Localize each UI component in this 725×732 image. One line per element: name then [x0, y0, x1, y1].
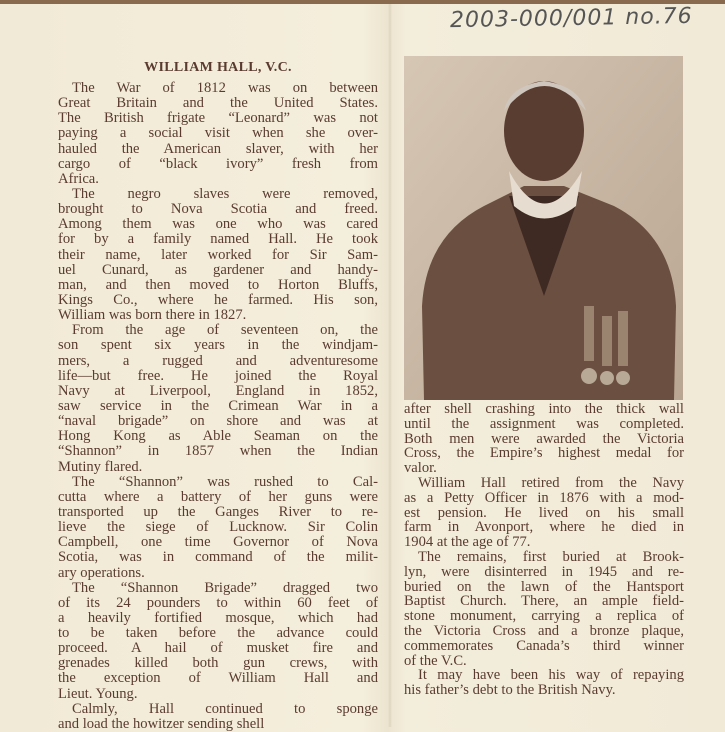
- text-line: 1904 at the age of 77.: [404, 534, 531, 551]
- text-line: transported up the Ganges River to re-: [58, 503, 378, 520]
- left-text-column: [58, 81, 378, 732]
- text-line: Calmly, Hall continued to sponge: [72, 700, 378, 717]
- text-line: cutta where a battery of her guns were: [58, 488, 378, 505]
- text-line: est pension. He lived on his small: [404, 504, 684, 521]
- text-line: grenades killed both gun crews, with: [58, 655, 378, 672]
- text-line: Baptist Church. There, an ample field-: [404, 593, 684, 610]
- text-line: Hong Kong as Able Seaman on the: [58, 428, 378, 445]
- text-line: life—but free. He joined the Royal: [58, 367, 378, 384]
- text-line: It may have been his way of repaying: [418, 667, 684, 684]
- portrait-photo: [404, 56, 683, 400]
- text-line: William was born there in 1827.: [58, 307, 247, 324]
- text-line: the Victoria Cross and a bronze plaque,: [404, 622, 684, 639]
- text-line: Lieut. Young.: [58, 685, 138, 702]
- text-line: The British frigate “Leonard” was not: [58, 110, 378, 127]
- text-line: Cross, the Empire’s highest medal for: [404, 445, 684, 462]
- text-line: the exception of William Hall and: [58, 670, 378, 687]
- text-line: valor.: [404, 460, 437, 477]
- text-line: after shell crashing into the thick wall: [404, 401, 684, 417]
- text-line: “Shannon” in 1857 when the Indian: [58, 443, 378, 460]
- text-line: The remains, first buried at Brook-: [418, 548, 684, 565]
- text-line: brought to Nova Scotia and freed.: [58, 201, 378, 218]
- page-fold: [388, 0, 392, 727]
- text-line: Campbell, one time Governor of Nova: [58, 534, 378, 551]
- text-line: The negro slaves were removed,: [72, 185, 378, 202]
- text-line: a heavily fortified mosque, which had: [58, 609, 378, 626]
- text-line: uel Cunard, as gardener and handy-: [58, 261, 378, 278]
- page-top-edge: [0, 0, 725, 4]
- text-line: son spent six years in the windjam-: [58, 337, 378, 354]
- text-line: to be taken before the advance could: [58, 625, 378, 642]
- text-line: as a Petty Officer in 1876 with a mod-: [404, 489, 684, 506]
- text-line: The “Shannon” was rushed to Cal-: [72, 473, 378, 490]
- text-line: lieve the siege of Lucknow. Sir Colin: [58, 519, 378, 536]
- text-line: stone monument, carrying a replica of: [404, 608, 684, 625]
- text-line: his father’s debt to the British Navy.: [404, 682, 616, 699]
- text-line: Africa.: [58, 170, 99, 187]
- text-line: Kings Co., where he farmed. His son,: [58, 291, 378, 308]
- text-line: From the age of seventeen on, the: [72, 322, 378, 339]
- text-line: paying a social visit when she over-: [58, 125, 378, 142]
- text-line: Great Britain and the United States.: [58, 95, 378, 112]
- text-line: commemorates Canada’s third winner: [404, 637, 684, 654]
- text-line: man, and then moved to Horton Bluffs,: [58, 276, 378, 293]
- text-line: William Hall retired from the Navy: [418, 474, 684, 491]
- text-line: and load the howitzer sending shell: [58, 715, 265, 732]
- text-line: The “Shannon Brigade” dragged two: [72, 579, 378, 596]
- catalog-note-handwritten: 2003-000/001 no.76: [449, 3, 693, 34]
- text-line: buried on the lawn of the Hantsport: [404, 578, 684, 595]
- article-title: WILLIAM HALL, V.C.: [144, 60, 292, 75]
- text-line: Mutiny flared.: [58, 458, 143, 475]
- text-line: for by a family named Hall. He took: [58, 231, 378, 248]
- text-line: hauled the American slaver, with her: [58, 140, 378, 157]
- text-line: proceed. A hail of musket fire and: [58, 640, 378, 657]
- text-line: Among them was one who was cared: [58, 216, 378, 233]
- text-line: their name, later worked for Sir Sam-: [58, 246, 378, 263]
- text-line: Navy at Liverpool, England in 1852,: [58, 382, 378, 399]
- right-text-column: [404, 402, 684, 698]
- text-line: mers, a rugged and adventuresome: [58, 352, 378, 369]
- text-line: until the assignment was completed.: [404, 415, 684, 432]
- text-line: Scotia, was in command of the milit-: [58, 549, 378, 566]
- text-line: cargo of “black ivory” fresh from: [58, 155, 378, 172]
- text-line: of its 24 pounders to within 60 feet of: [58, 594, 378, 611]
- text-line: saw service in the Crimean War in a: [58, 397, 378, 414]
- text-line: “naval brigade” on shore and was at: [58, 413, 378, 430]
- text-line: farm in Avonport, where he died in: [404, 519, 684, 536]
- text-line: lyn, were disinterred in 1945 and re-: [404, 563, 684, 580]
- text-line: ary operations.: [58, 564, 145, 581]
- text-line: The War of 1812 was on between: [72, 80, 378, 96]
- text-line: Both men were awarded the Victoria: [404, 430, 684, 447]
- text-line: of the V.C.: [404, 652, 467, 669]
